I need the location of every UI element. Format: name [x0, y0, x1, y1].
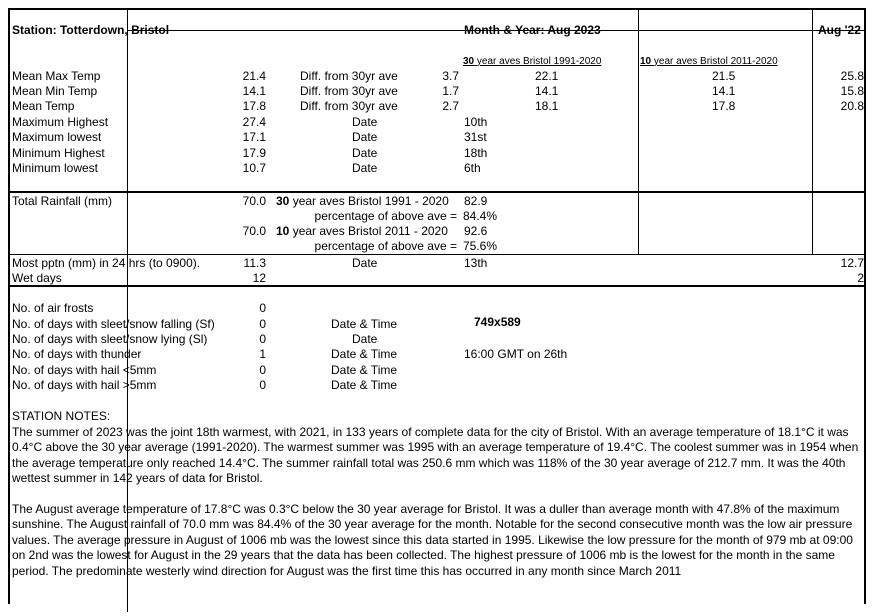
section-divider-counts	[8, 285, 866, 287]
rainfall-label: Total Rainfall (mm)	[12, 194, 113, 208]
ave10-value: 17.8	[712, 99, 736, 113]
ave30-value: 14.1	[535, 84, 559, 98]
count-value: 0	[259, 317, 266, 331]
wet-days-label: Wet days	[12, 271, 62, 285]
prev-value: 25.8	[840, 69, 864, 83]
station-notes	[12, 409, 862, 579]
notes-paragraph-1: The summer of 2023 was the joint 18th warmest, with 2021, in 133 years of complete data for the city of Bristol. With an average temperature of 18.1°C it was 0.4°C above the 30 year average (1991-2020). The warmest summer was 1995 with an average temperature of 19.4°C. The coolest summer was in 1954 when the average temperature only reached 14.4°C. The summer rainfall total was 250.6 mm which was 118% of the 30 year average of 212.7 mm. It was the 40th wettest summer in 142 years of data for Bristol.	[12, 424, 859, 485]
extreme-value: 17.1	[242, 130, 266, 144]
count-value: 0	[259, 332, 266, 346]
wet-days-prev: 2	[857, 271, 864, 285]
notes-heading: STATION NOTES:	[12, 409, 111, 423]
aves30-header: 30 year aves Bristol 1991-2020	[463, 56, 602, 67]
border-top	[8, 8, 866, 10]
column-divider-aves	[638, 8, 639, 254]
rainfall-ave10-value: 92.6	[464, 224, 488, 238]
border-right	[864, 8, 866, 604]
rainfall-pct-label-10: percentage of above ave =	[314, 239, 457, 253]
extreme-label: Maximum Highest	[12, 115, 109, 129]
rainfall-pct10: 75.6%	[463, 239, 498, 253]
prev-value: 20.8	[840, 99, 864, 113]
count-date-label: Date	[352, 332, 378, 346]
row-value: 17.8	[242, 99, 266, 113]
count-date-label: Date & Time	[331, 378, 398, 392]
row-label: Mean Min Temp	[12, 84, 98, 98]
diff-label: Diff. from 30yr ave	[300, 99, 398, 113]
extreme-value: 27.4	[242, 115, 266, 129]
pptn-prev: 12.7	[840, 256, 864, 270]
extreme-date-label: Date	[352, 130, 378, 144]
station-name: Station: Totterdown, Bristol	[12, 23, 170, 37]
border-left	[8, 8, 10, 604]
count-value: 1	[259, 347, 266, 361]
extreme-date: 18th	[464, 146, 488, 160]
diff-value: 1.7	[442, 84, 459, 98]
count-label: No. of days with hail >5mm	[12, 378, 157, 392]
row-value: 21.4	[242, 69, 266, 83]
notes-paragraph-2: The August average temperature of 17.8°C was 0.3°C below the 30 year average for Bristol. It was a duller than average month with 47.8% of the maximum sunshine. The August rainfall of 70.0 mm was 84.4% of the 30 year average for the month. Notable for the second consecutive month was the low air pressure values. The average pressure in August of 1006 mb was the lowest since this data started in 1995. Likewise the low pressure for the month of 979 mb at 09:00 on 2nd was the lowest for August in the 29 years that the data has been collected. The highest pressure of 1006 mb is the lowest for the month in the same period. The predominate westerly wind direction for August was the first time this has occurred in any month since March 2011	[12, 501, 853, 578]
aves10-header: 10 year aves Bristol 2011-2020	[640, 56, 778, 67]
row-label: Mean Max Temp	[12, 69, 101, 83]
diff-label: Diff. from 30yr ave	[300, 84, 398, 98]
rainfall-ave30-value: 82.9	[464, 194, 488, 208]
size-tag: 749x589	[474, 315, 521, 329]
count-value: 0	[259, 378, 266, 392]
column-divider-prev	[812, 8, 813, 254]
month-year: Month & Year: Aug 2023	[464, 23, 601, 37]
rainfall-ave30: 30 year aves Bristol 1991 - 2020	[276, 194, 449, 208]
prev-value: 15.8	[840, 84, 864, 98]
pptn-date-label: Date	[352, 256, 378, 270]
count-label: No. of days with sleet/snow falling (Sf)	[12, 317, 215, 331]
extreme-date: 10th	[464, 115, 488, 129]
ave10-value: 21.5	[712, 69, 736, 83]
ave10-value: 14.1	[712, 84, 736, 98]
pptn-label: Most pptn (mm) in 24 hrs (to 0900).	[12, 256, 201, 270]
rainfall-value: 70.0	[242, 194, 266, 208]
count-label: No. of days with hail <5mm	[12, 363, 157, 377]
ave30-value: 22.1	[535, 69, 559, 83]
diff-label: Diff. from 30yr ave	[300, 69, 398, 83]
diff-value: 3.7	[442, 69, 459, 83]
extreme-label: Minimum lowest	[12, 161, 99, 175]
extreme-date: 31st	[464, 130, 487, 144]
prev-year-header: Aug '22	[818, 23, 861, 37]
extreme-value: 10.7	[242, 161, 266, 175]
extreme-date-label: Date	[352, 115, 378, 129]
rainfall-ave10: 10 year aves Bristol 2011 - 2020	[276, 224, 448, 238]
rainfall-pct-label-30: percentage of above ave =	[314, 209, 457, 223]
rainfall-pct30: 84.4%	[463, 209, 498, 223]
count-label: No. of air frosts	[12, 301, 94, 315]
extreme-label: Minimum Highest	[12, 146, 105, 160]
extreme-date-label: Date	[352, 161, 378, 175]
rainfall-value-2: 70.0	[242, 224, 266, 238]
count-label: No. of days with thunder	[12, 347, 142, 361]
extreme-date: 6th	[464, 161, 481, 175]
count-date-label: Date & Time	[331, 363, 398, 377]
row-label: Mean Temp	[12, 99, 75, 113]
count-value: 0	[259, 363, 266, 377]
pptn-date: 13th	[464, 256, 488, 270]
diff-value: 2.7	[442, 99, 459, 113]
count-date-label: Date & Time	[331, 317, 398, 331]
row-value: 14.1	[242, 84, 266, 98]
section-divider-pptn	[8, 254, 866, 255]
pptn-value: 11.3	[243, 256, 266, 270]
extreme-date-label: Date	[352, 146, 378, 160]
count-value: 0	[259, 301, 266, 315]
section-divider-rain	[8, 191, 866, 193]
extreme-label: Maximum lowest	[12, 130, 102, 144]
wet-days-value: 12	[252, 271, 266, 285]
ave30-value: 18.1	[535, 99, 559, 113]
count-date: 16:00 GMT on 26th	[464, 347, 568, 361]
count-date-label: Date & Time	[331, 347, 398, 361]
extreme-value: 17.9	[242, 146, 266, 160]
count-label: No. of days with sleet/snow lying (Sl)	[12, 332, 208, 346]
